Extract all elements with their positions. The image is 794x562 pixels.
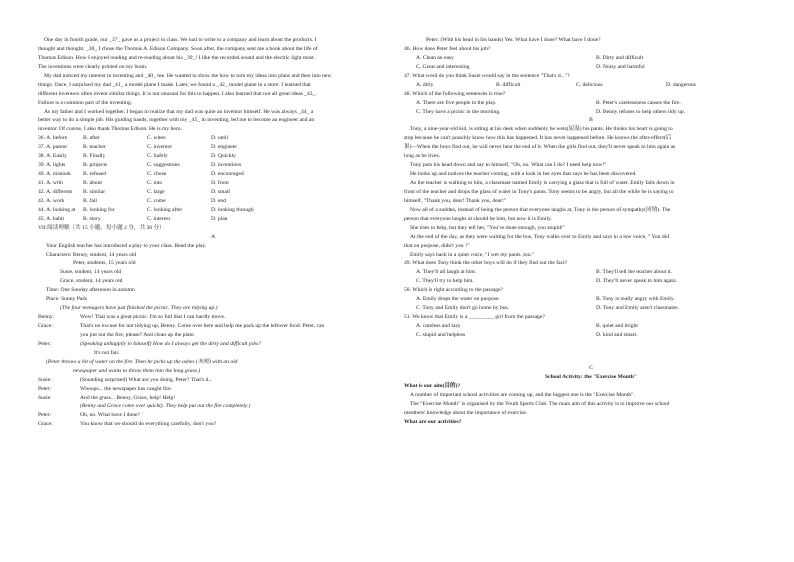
option-row	[404, 304, 778, 313]
option-c: C. stupid and helpless	[416, 331, 466, 338]
speech: That's no excuse for not tidying up, Benny. Come over here and help me pack up the leftover food. Peter, can	[80, 323, 325, 329]
option-d: D. Tony and Emily aren't classmates.	[596, 305, 680, 312]
option-b: B. Tony is really angry with Emily.	[596, 296, 675, 303]
option-row	[404, 108, 778, 117]
passage-line: The inventions were clearly printed on my brain.	[38, 63, 148, 70]
option-row	[404, 54, 778, 63]
speaker: Susie:	[38, 394, 52, 401]
option-row	[38, 134, 388, 143]
speaker: Benny:	[38, 314, 55, 321]
option-d: D. Quickly	[211, 153, 236, 160]
part-c-label: C	[589, 364, 593, 371]
dialogue-line	[38, 349, 388, 358]
passage-line: The "Exercise Month" is organised by the Youth Sports Club. The main aim of this activity is to improve our school	[410, 400, 670, 407]
option-b: B. difficult	[496, 81, 521, 88]
option-d: D. engineer	[211, 144, 238, 151]
option-d: D. Noisy and harmful	[596, 63, 645, 70]
speech: And the grass... Benny, Grace, help! Help!	[80, 394, 176, 401]
option-b: B. Dirty and difficult	[596, 54, 644, 61]
play-intro: Your English teacher has introduced a play to your class. Read the play.	[46, 242, 207, 249]
option-row	[38, 161, 388, 170]
character-line: Susie, student, 14 years old	[60, 269, 122, 276]
characters-label: Characters: Benny, student, 14 years old	[46, 251, 137, 258]
dialogue-line	[38, 340, 388, 349]
cloze-options	[38, 134, 388, 223]
option-row	[404, 99, 778, 108]
speaker	[38, 349, 80, 358]
passage-line: inventor. Of course, I also thank Thomas Edison. He is my hero.	[38, 126, 182, 133]
question-50: 50. Which is right according to the passage?	[404, 287, 504, 294]
option-c: C. delicious	[576, 81, 603, 88]
passage-line: stop because he can't possibly know how this has happened. It has never happened before. He knows the after-effect(后	[404, 135, 672, 142]
option-a: 38. A. Easily	[38, 153, 67, 160]
dialogue-line	[38, 411, 388, 420]
passage-line: himself, "Thank you, dear! Thank you, dear!"	[404, 197, 507, 204]
question-51: 51. We know that Emily is a _________ girl from the passage?	[404, 314, 545, 321]
passage-line: At the end of the day, as they were waiting for the bus, Tony walks over to Emily and says in a low voice, " You did	[410, 233, 670, 240]
option-row	[38, 152, 388, 161]
option-d: D. encouraged	[211, 171, 244, 178]
passage-line: front of the teacher and drops the glass of water in Tony's pants. Tony seems to be angry, but all the while he is saying to	[404, 188, 674, 195]
option-row	[38, 197, 388, 206]
option-b: B. similar	[83, 188, 106, 195]
character-line: Grace, student, 14 years old	[60, 278, 123, 285]
option-row	[38, 206, 388, 215]
speech: (Sounding surprised) What are you doing, Peter? That's d...	[80, 376, 213, 383]
option-a: 39. A. lights	[38, 162, 66, 169]
question-48: 48. Which of the following sentences is true?	[404, 90, 506, 97]
option-row	[38, 143, 388, 152]
option-c: C. chose	[147, 171, 167, 178]
option-d: D. plan	[211, 215, 228, 222]
cloze-passage	[38, 36, 388, 134]
option-c: C. They'll try to help him.	[416, 278, 474, 285]
option-row	[404, 331, 778, 340]
option-row	[404, 277, 778, 286]
speaker: Grace:	[38, 323, 53, 329]
option-d: D. small	[211, 188, 230, 195]
stage-direction: (The four teenagers have just finished the picnic. They are tidying up.)	[60, 305, 218, 312]
speech: It's not fair.	[94, 349, 120, 356]
passage-line: members' knowledge about the importance of exercise.	[404, 409, 528, 416]
passage-line: She tries to help, but they tell her, "You've done enough, you stupid!"	[410, 224, 566, 231]
passage-line: Failure is a common part of the inventing.	[38, 99, 133, 106]
passage-line: Now all of a sudden, instead of being the person that everyone laughs at, Tony is the person of sympathy(同情). The	[410, 206, 671, 213]
option-row	[404, 295, 778, 304]
dialogue-line	[38, 322, 388, 331]
option-d: D. looking through	[211, 206, 254, 213]
question-49: 49. What does Tony think the other boys will do if they find out the fact?	[404, 260, 568, 267]
passage-line: things. Once, I surprised my dad _41_ a model plane I made. Later, we found a _42_ model plane in a store. I learned that	[38, 81, 311, 88]
speaker	[38, 402, 80, 411]
option-row	[404, 81, 778, 90]
option-c: C. They have a picnic in the morning.	[416, 108, 501, 115]
option-c: C. interest	[147, 215, 170, 222]
speaker: Grace:	[38, 421, 53, 428]
option-c: C. Tony and Emily don't go home by bus.	[416, 305, 510, 312]
option-b: B. They'll tell the teacher about it.	[596, 269, 673, 276]
option-a: A. Clean an easy	[416, 54, 454, 61]
option-d: D. kind and smart.	[596, 331, 638, 338]
dialogue-line	[38, 313, 388, 322]
option-row	[38, 179, 388, 188]
option-c: C. suggestions	[147, 162, 180, 169]
left-column	[38, 36, 388, 429]
dialogue-line	[38, 394, 388, 403]
option-d: D. dangerous	[666, 81, 696, 88]
stage-direction: newspaper and wants to throw them into the long grass.)	[73, 367, 201, 374]
speaker: Peter:	[38, 412, 52, 419]
passage-line: different inventors often invent similar things. It is not unusual for this to happen. I also learned that not all great ideas _43_.	[38, 90, 317, 97]
question-47: 47. What word do you think Susie would say in the sentence "That's d..."?	[404, 72, 570, 79]
option-a: A. They'll all laugh at him.	[416, 269, 477, 276]
option-d: D. inventions	[211, 162, 242, 169]
option-c: C. large	[147, 188, 165, 195]
option-a: A. careless and lazy	[416, 323, 461, 329]
character-line: Peter, students, 15 years old	[73, 260, 136, 267]
right-column	[404, 36, 778, 426]
passage-line: better way to do a simple job. His guiding hands, together with my _45_ in inventing, led me to become an engineer and an	[38, 117, 315, 124]
option-c: C. inventor	[147, 144, 173, 151]
speech: Oh, no. What have I done?	[80, 412, 141, 419]
passage-line: thought and thought. _38_ I chose the Thomas A. Edison Company. Soon after, the company sent me a book about the life of	[38, 45, 318, 52]
passage-line: person that everyone laughs at should be him, but now it is Emily.	[404, 215, 552, 222]
activity-title: School Activity: the "Exercise Month"	[545, 373, 637, 380]
passage-line: Thomas Edison. How I enjoyed reading and re-reading about his _39_! I like the recorded sound and the electric light most.	[38, 54, 316, 61]
play-time: Time: One Sunday afternoon in autumn	[46, 287, 135, 294]
passage-line: As my father and I worked together, I began to realize that my dad was quite an inventor himself. He was always _44_ a	[44, 108, 314, 115]
speaker: Peter:	[38, 340, 52, 347]
option-a: 42. A. different	[38, 188, 73, 195]
option-a: 36. A. before	[38, 135, 68, 142]
speaker: Peter:	[38, 385, 52, 392]
passage-b	[404, 125, 778, 259]
passage-line: Tony, a nine-year-old kid, is sitting at his desk when suddenly he wets(尿湿) his pants. He thinks his heart is going to	[410, 126, 673, 133]
passage-line: that on purpose, didn't you ?"	[404, 242, 470, 249]
speech: Whoops... the newspaper has caught fire.	[80, 385, 173, 392]
passage-line: My dad noticed my interest in inventing and _40_ me. He wanted to show me how to turn my ideas into plans and then into new	[44, 72, 332, 79]
dialogue-line	[38, 376, 388, 385]
speaker: Susie:	[38, 376, 52, 383]
option-c: C. when	[147, 135, 166, 142]
option-row	[404, 63, 778, 72]
option-a: A. dirty	[416, 81, 434, 88]
option-a: A. Emily drops the water on purpose.	[416, 296, 500, 303]
passage-line: As the teacher is walking to him, a classmate named Emily is carrying a glass that is full of water. Emily falls down in	[410, 180, 675, 186]
option-b: B. looking for	[83, 206, 115, 213]
option-b: B. teacher	[83, 144, 106, 151]
passage-line: A number of important school activities are coming up, and the biggest one is the "Exercise Month".	[410, 391, 635, 398]
passage-line: long as he lives.	[404, 153, 441, 160]
option-d: D. Benny refuses to help others tidy up.	[596, 108, 686, 115]
speech: you put out the fire, please? And clean up the plate.	[80, 331, 195, 338]
option-row	[38, 170, 388, 179]
option-c: C. Great and interesting	[416, 63, 470, 70]
passage-line: Emily says back in a quiet voice, "I wet my pants ,too."	[410, 251, 535, 258]
option-row	[38, 215, 388, 224]
speech: Wow! That was a great picnic. I'm so full that I can hardly move.	[80, 314, 226, 321]
dialogue-line	[38, 331, 388, 340]
option-c: C. Safely	[147, 153, 168, 160]
part-b-label: B	[589, 117, 593, 124]
option-b: B. fail	[83, 197, 97, 204]
passage-line: One day in fourth grade, our _37_ gave us a project in class. We had to write to a company and learn about the products. I	[44, 37, 317, 43]
dialogue-line	[38, 402, 388, 411]
option-b: B. Finally	[83, 153, 106, 160]
question-46: 46. How does Peter feel about his job?	[404, 45, 491, 52]
option-b: B. quiet and bright	[596, 323, 638, 329]
option-row	[404, 268, 778, 277]
option-d: D. until	[211, 135, 229, 142]
passage-line: He looks up and notices the teacher coming, with a look in her eyes that says he has been discovered.	[410, 171, 637, 178]
option-c: C. into	[147, 180, 163, 186]
speech: (Speaking unhappily to himself) How do I always get the dirty and difficult jobs?	[80, 340, 261, 347]
option-b: B. after	[83, 135, 100, 142]
speaker	[38, 331, 80, 340]
option-a: A. There are five people in the play.	[416, 99, 497, 106]
speech: (Benny and Grace come over quickly. They help put out the fire completely.)	[80, 403, 251, 410]
option-b: B. refused	[83, 171, 106, 178]
stage-direction: (Peter throws a bit of water on the fire. Then he picks up the ashes (灰烬) with an old	[46, 358, 238, 365]
activities-heading: What are our activities?	[404, 418, 462, 425]
option-a: 44. A. looking at	[38, 206, 76, 213]
section-heading: VII.阅读理解（共 15 小题，每小题 2 分，共 30 分）	[38, 224, 165, 231]
option-a: 41. A. with	[38, 180, 63, 186]
option-c: C. come	[147, 197, 166, 204]
option-a: 43. A. work	[38, 197, 65, 204]
option-row	[404, 322, 778, 331]
option-d: D. end	[211, 197, 226, 204]
dialogue-line	[38, 420, 388, 429]
option-c: C. looking after	[147, 206, 183, 213]
option-b: B. Peter's carelessness causes the fire.	[596, 99, 681, 106]
option-b: B. about	[83, 180, 102, 186]
option-a: 40. A. mistook	[38, 171, 71, 178]
dialogue-line: Peter: (With his head in his hands) Yes. What have I done? What have I done?	[426, 37, 601, 43]
play-place: Place: Sunny Park	[46, 296, 88, 303]
aim-heading: What is our aim(目的)?	[404, 382, 461, 389]
option-a: 45. A. habit	[38, 215, 65, 222]
dialogue-line	[38, 385, 388, 394]
speech: You know that we should do everything carefully, don't you?	[80, 421, 217, 428]
passage-line: Tony puts his head down and say to himself, "Oh, no. What can I do? I need help now!"	[410, 162, 607, 169]
option-row	[38, 188, 388, 197]
option-b: B. projects	[83, 162, 108, 169]
option-d: D. from	[211, 180, 229, 186]
part-a-label: A	[210, 233, 216, 240]
option-a: 37. A. parent	[38, 144, 67, 151]
passage-line: 果)—When the boys find out, he will never hear the end of it. When the girls find out, they'll never speak to him again as	[404, 144, 676, 151]
option-d: D. They'll never speak to him again.	[596, 278, 678, 285]
option-b: B. story	[83, 215, 101, 222]
